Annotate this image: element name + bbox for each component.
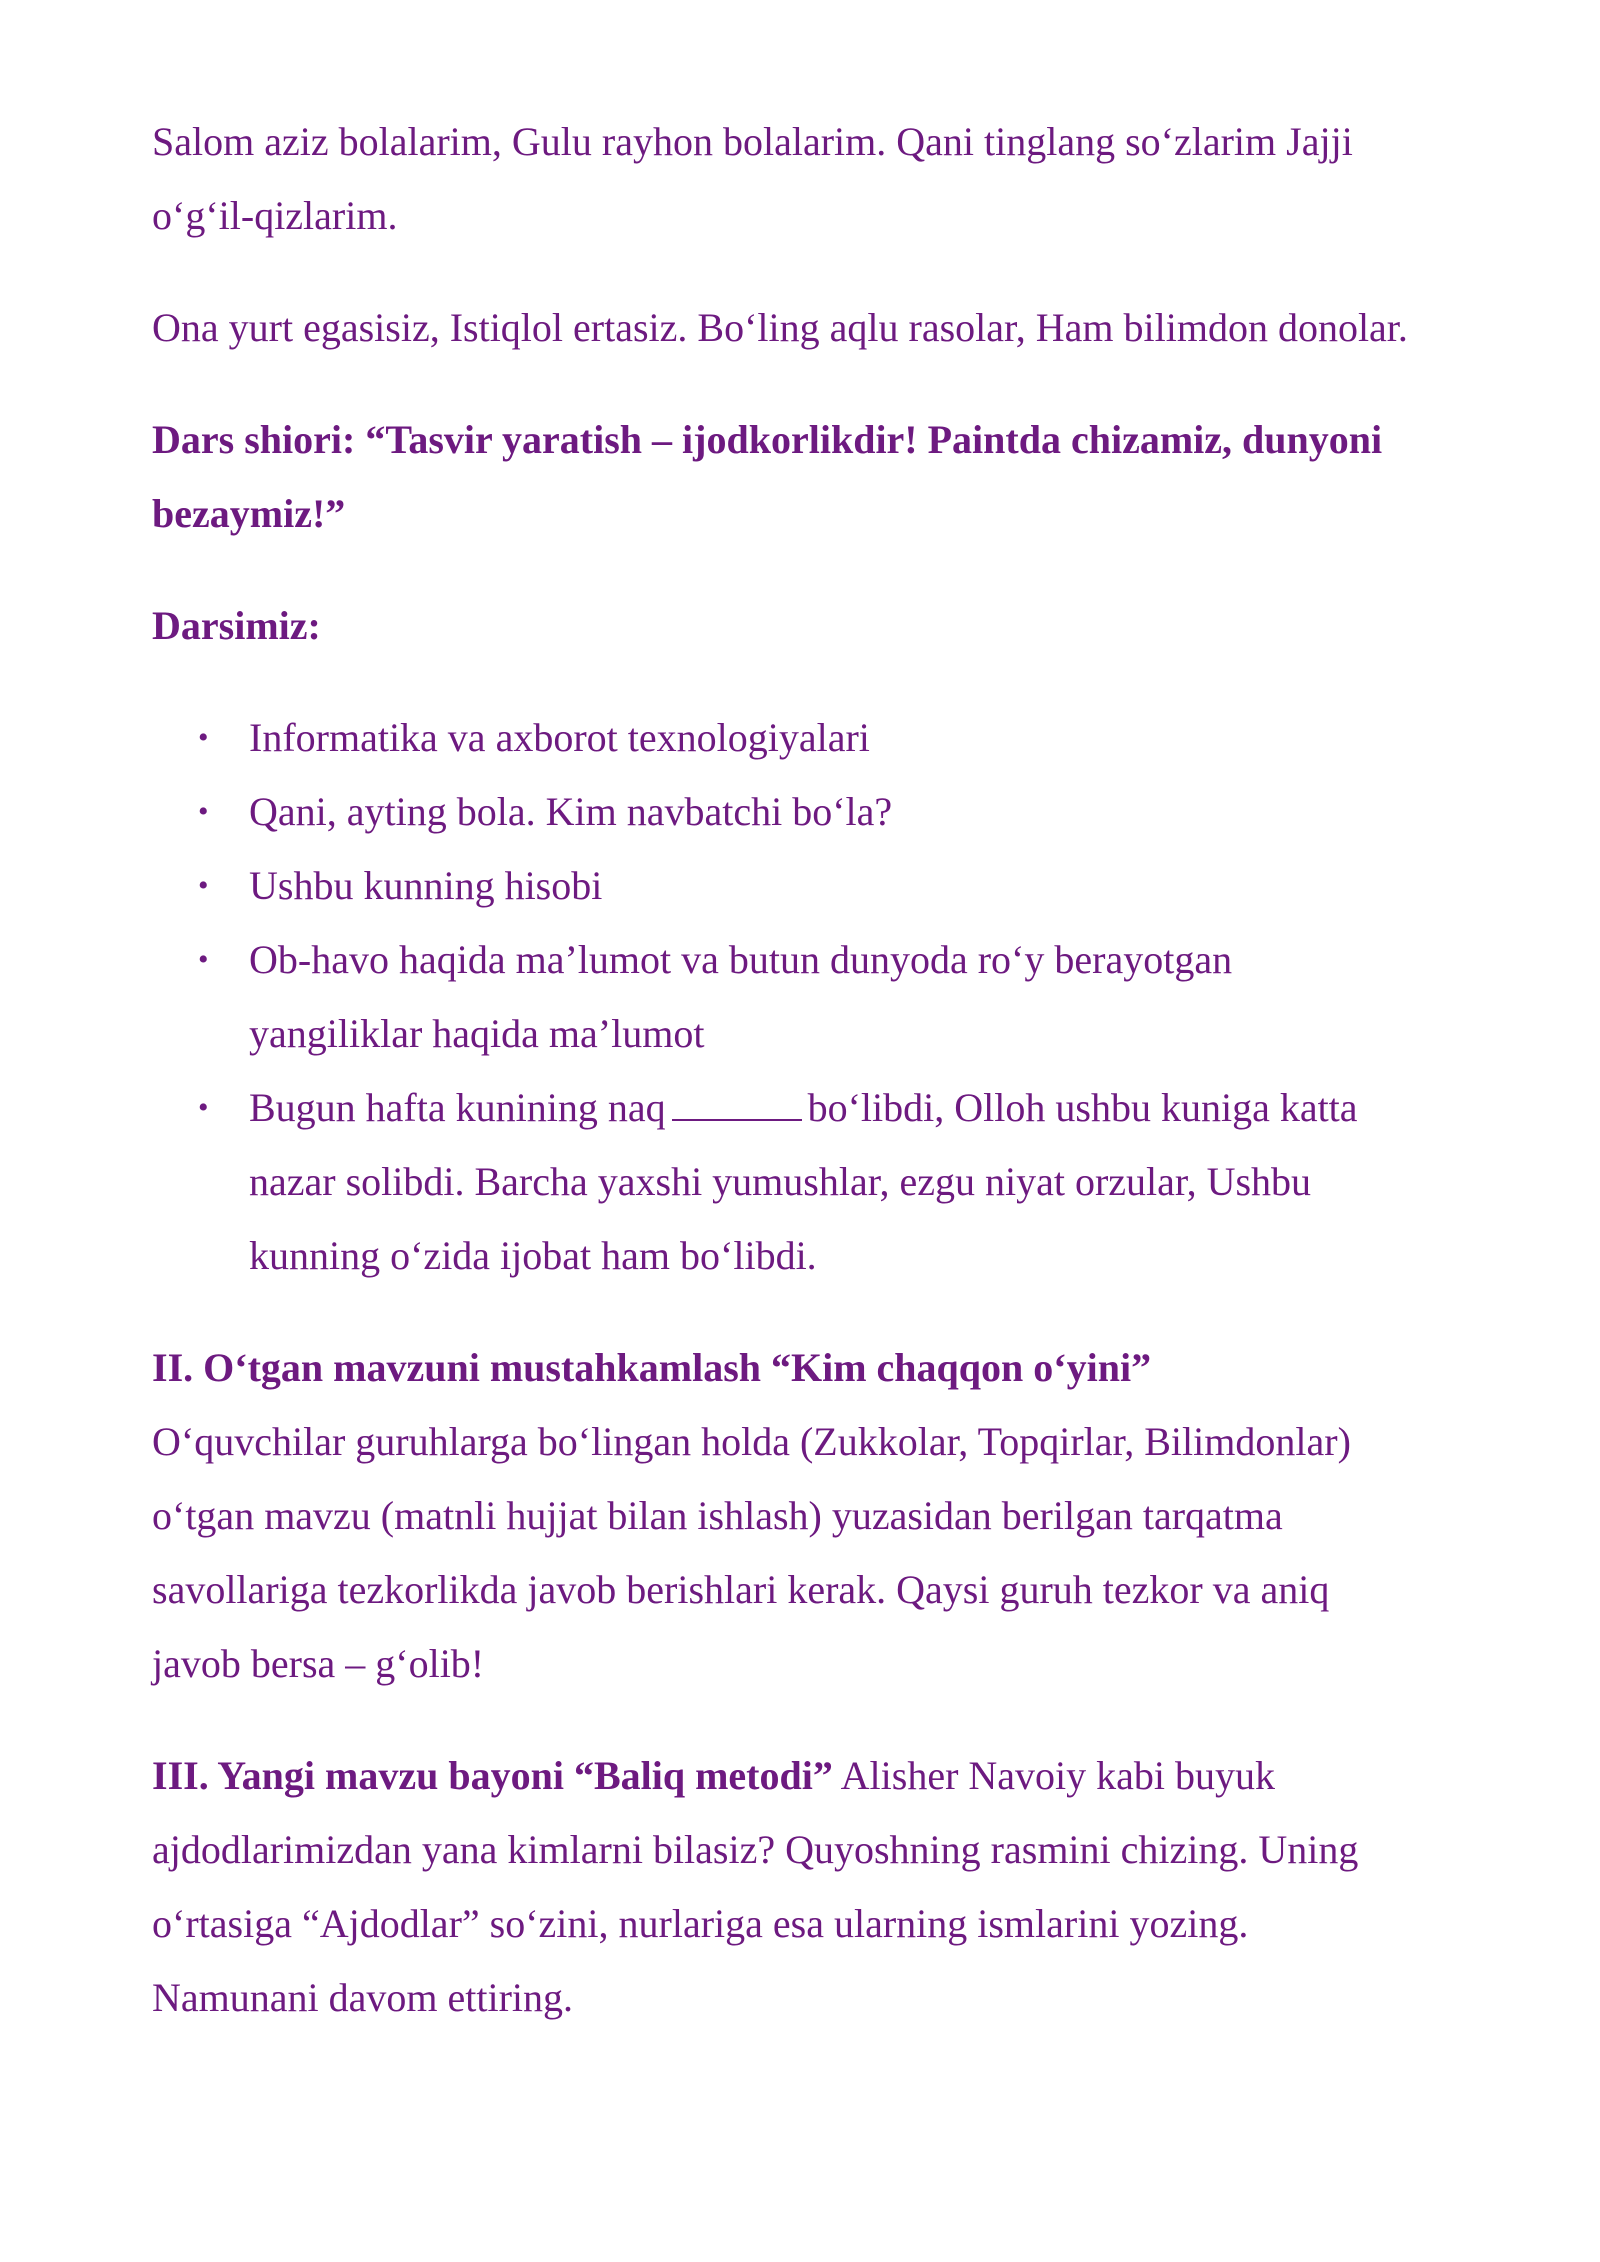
section-3-text: Alisher Navoiy kabi buyuk ajdodlarimizdan yana kimlarni bilasiz? Quyoshning rasmini chizing. Uning o‘rtasiga “Ajdodlar” so‘zini, nurlariga esa ularning ismlarini yozing. Namunani davom ettiring.: [152, 1753, 1359, 2020]
section-3-paragraph: [152, 1739, 1412, 2035]
greeting-paragraph: Salom aziz bolalarim, Gulu rayhon bolalarim. Qani tinglang so‘zlarim Jajji o‘g‘il-qizlarim.: [152, 119, 1353, 238]
bullet-icon: •: [198, 869, 209, 902]
bullet-icon: •: [198, 1091, 209, 1124]
list-item-text: Qani, ayting bola. Kim navbatchi bo‘la?: [249, 789, 893, 834]
list-item: [152, 775, 1412, 849]
list-item: [152, 701, 1412, 775]
lesson-items-list: [152, 701, 1412, 1293]
list-item-text: Informatika va axborot texnologiyalari: [249, 715, 870, 760]
list-item: [152, 1071, 1412, 1293]
bullet-icon: •: [198, 721, 209, 754]
section-2-paragraph: [152, 1331, 1412, 1701]
lesson-heading: Darsimiz:: [152, 603, 321, 648]
list-item: [152, 923, 1412, 1071]
section-3-heading: III. Yangi mavzu bayoni “Baliq metodi”: [152, 1753, 833, 1798]
bullet-icon: •: [198, 795, 209, 828]
list-item-text-before-blank: Bugun hafta kunining naq: [249, 1085, 666, 1130]
section-2-text: O‘quvchilar guruhlarga bo‘lingan holda (Zukkolar, Topqirlar, Bilimdonlar) o‘tgan mavzu (matnli hujjat bilan ishlash) yuzasidan berilgan tarqatma savollariga tezkorlikda javob berishlari kerak. Qaysi guruh tezkor va aniq javob bersa – g‘olib!: [152, 1419, 1351, 1686]
section-2-heading: II. O‘tgan mavzuni mustahkamlash “Kim chaqqon o‘yini”: [152, 1345, 1152, 1390]
list-item-text: Ob-havo haqida ma’lumot va butun dunyoda ro‘y berayotgan yangiliklar haqida ma’lumot: [249, 937, 1233, 1056]
document-page: [152, 105, 1412, 2035]
bullet-icon: •: [198, 943, 209, 976]
list-item-text: Ushbu kunning hisobi: [249, 863, 603, 908]
list-item: [152, 849, 1412, 923]
motto-paragraph: Ona yurt egasisiz, Istiqlol ertasiz. Bo‘ling aqlu rasolar, Ham bilimdon donolar.: [152, 305, 1408, 350]
lesson-slogan: Dars shiori: “Tasvir yaratish – ijodkorlikdir! Paintda chizamiz, dunyoni bezaymiz!”: [152, 417, 1383, 536]
fill-in-blank: [672, 1093, 802, 1121]
list-item-text-after-blank: bo‘libdi, Olloh ushbu kuniga katta nazar solibdi. Barcha yaxshi yumushlar, ezgu niyat orzular, Ushbu kunning o‘zida ijobat ham bo‘libdi.: [249, 1085, 1358, 1278]
